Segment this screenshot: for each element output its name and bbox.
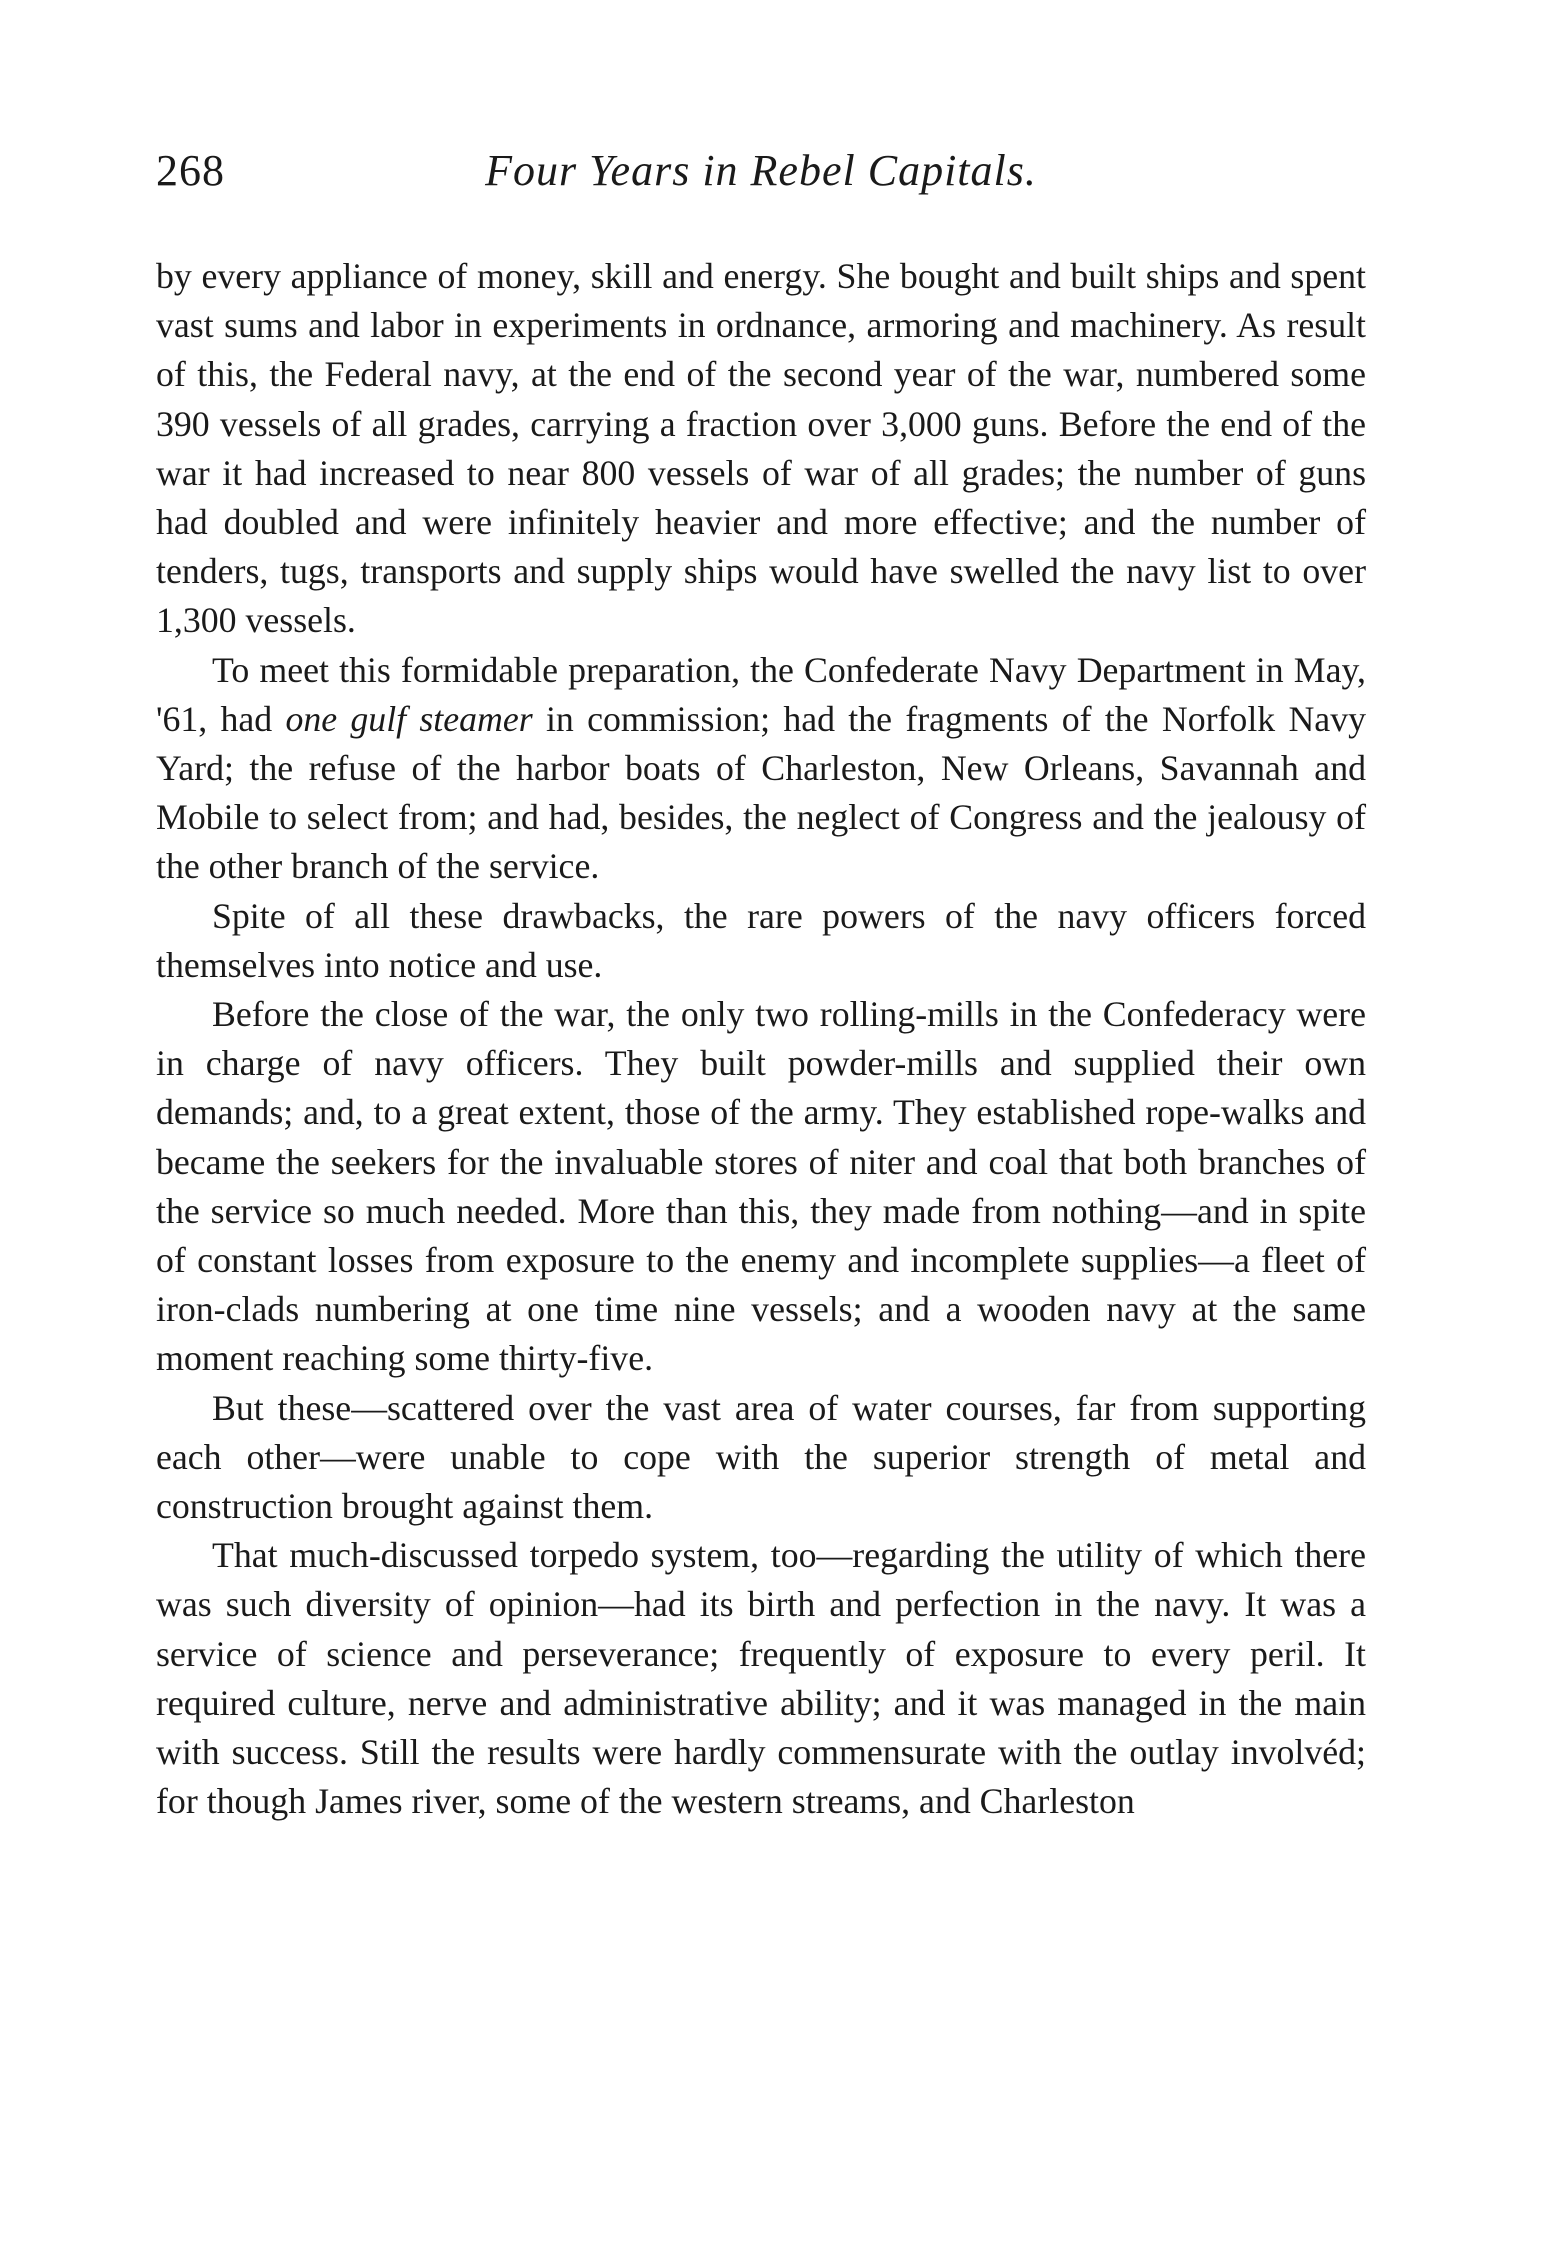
text-run: To meet this formidable preparation, the Confederate Navy Department in May, '61, had: [156, 649, 1366, 739]
paragraph-p3: [156, 892, 1366, 990]
italic-phrase: one gulf steamer: [285, 698, 533, 739]
text-run: in commission; had the fragments of the Norfolk Navy Yard; the refuse of the harbor boats of Charleston, New Orleans, Savannah and Mobile to select from; and had, besides, the neglect of Congress and the jealousy of the other branch of the service.: [156, 698, 1366, 887]
text-run: Spite of all these drawbacks, the rare powers of the navy officers forced themselves into notice and use.: [156, 895, 1366, 985]
text-run: That much-discussed torpedo system, too—regarding the utility of which there was such diversity of opinion—had its birth and perfection in the navy. It was a service of science and perseverance; frequently of exposure to every peril. It required culture, nerve and administrative ability; and it was managed in the main with success. Still the results were hardly commensurate with the outlay involvéd; for though James river, some of the western streams, and Charleston: [156, 1535, 1366, 1822]
running-head: [156, 145, 1366, 215]
page-number: 268: [156, 146, 225, 195]
text-run: But these—scattered over the vast area of water courses, far from supporting each other—were unable to cope with the superior strength of metal and construction brought against them.: [156, 1387, 1366, 1527]
paragraph-p1: [156, 252, 1366, 646]
text-run: Before the close of the war, the only two rolling-mills in the Confederacy were in charge of navy officers. They built powder-mills and supplied their own demands; and, to a great extent, those of the army. They established rope-walks and became the seekers for the invaluable stores of niter and coal that both branches of the service so much needed. More than this, they made from nothing—and in spite of constant losses from exposure to the enemy and incomplete supplies—a fleet of iron-clads numbering at one time nine vessels; and a wooden navy at the same moment reaching some thirty-five.: [156, 994, 1366, 1379]
text-run: by every appliance of money, skill and energy. She bought and built ships and spent vast sums and labor in experiments in ordnance, armoring and machinery. As result of this, the Federal navy, at the end of the second year of the war, numbered some 390 vessels of all grades, carrying a fraction over 3,000 guns. Before the end of the war it had increased to near 800 vessels of war of all grades; the number of guns had doubled and were infinitely heavier and more effective; and the number of tenders, tugs, transports and supply ships would have swelled the navy list to over 1,300 vessels.: [156, 256, 1366, 641]
paragraph-p6: [156, 1531, 1366, 1826]
paragraph-p2: [156, 646, 1366, 892]
paragraph-p4: [156, 990, 1366, 1384]
paragraph-p5: [156, 1384, 1366, 1532]
body-text: [156, 252, 1366, 1827]
running-title: Four Years in Rebel Capitals.: [485, 146, 1037, 195]
